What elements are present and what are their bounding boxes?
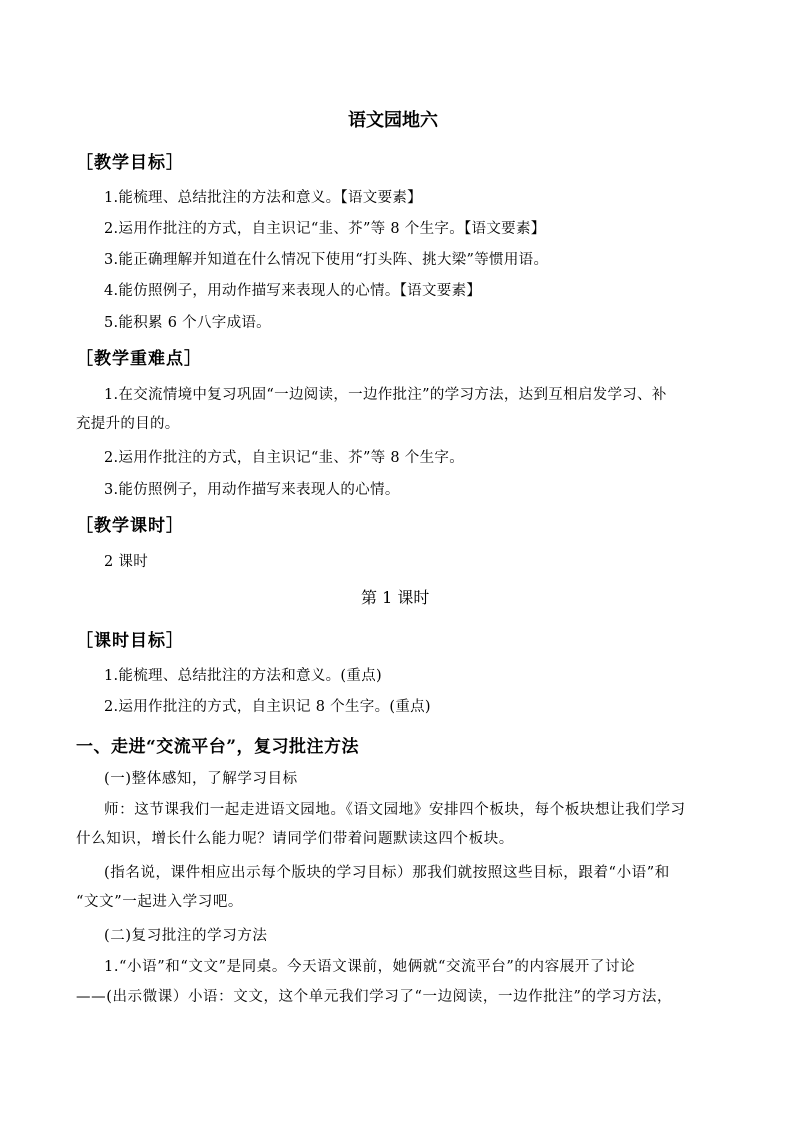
section-heading-key-points: ［教学重难点］ (76, 349, 202, 369)
lesson-goal-item: 2.运用作批注的方式，自主识记 8 个生字。(重点) (104, 699, 431, 715)
paragraph-line: 师：这节课我们一起走进语文园地。《语文园地》安排四个板块，每个板块想让我们学习 (104, 802, 686, 818)
goal-item: 4.能仿照例子，用动作描写来表现人的心情。【语文要素】 (104, 283, 482, 299)
subheading: (二)复习批注的学习方法 (104, 928, 268, 944)
section-heading-teaching-goals: ［教学目标］ (76, 153, 184, 173)
goal-item: 1.能梳理、总结批注的方法和意义。【语文要素】 (104, 190, 422, 206)
paragraph-line: (指名说，课件相应出示每个版块的学习目标）那我们就按照这些目标，跟着“小语”和 (104, 865, 670, 881)
paragraph-line: 什么知识，增长什么能力呢？请同学们带着问题默读这四个板块。 (76, 831, 514, 847)
subheading: (一)整体感知，了解学习目标 (104, 771, 298, 787)
section-heading-class-hours: ［教学课时］ (76, 516, 184, 536)
paragraph-line: ——(出示微课）小语：文文，这个单元我们学习了“一边阅读，一边作批注”的学习方法， (76, 989, 673, 1005)
goal-item: 5.能积累 6 个八字成语。 (104, 315, 271, 331)
lesson-goal-item: 1.能梳理、总结批注的方法和意义。(重点) (104, 668, 382, 684)
key-point-item: 3.能仿照例子，用动作描写来表现人的心情。 (104, 482, 400, 498)
paragraph-line: “文文”一起进入学习吧。 (76, 894, 244, 910)
goal-item: 2.运用作批注的方式，自主识记“韭、芥”等 8 个生字。【语文要素】 (104, 221, 546, 237)
lesson-title: 第 1 课时 (361, 588, 430, 607)
key-point-item: 充提升的目的。 (76, 416, 180, 432)
goal-item: 3.能正确理解并知道在什么情况下使用“打头阵、挑大梁”等惯用语。 (104, 252, 549, 268)
part-heading: 一、走进“交流平台”，复习批注方法 (76, 737, 360, 757)
key-point-item: 1.在交流情境中复习巩固“一边阅读，一边作批注”的学习方法，达到互相启发学习、补 (104, 387, 667, 403)
document-title: 语文园地六 (348, 110, 438, 131)
class-hours-value: 2 课时 (104, 554, 149, 570)
key-point-item: 2.运用作批注的方式，自主识记“韭、芥”等 8 个生字。 (104, 450, 465, 466)
section-heading-lesson-goals: ［课时目标］ (76, 631, 184, 651)
paragraph-line: 1.“小语”和“文文”是同桌。今天语文课前，她俩就“交流平台”的内容展开了讨论 (104, 959, 636, 975)
